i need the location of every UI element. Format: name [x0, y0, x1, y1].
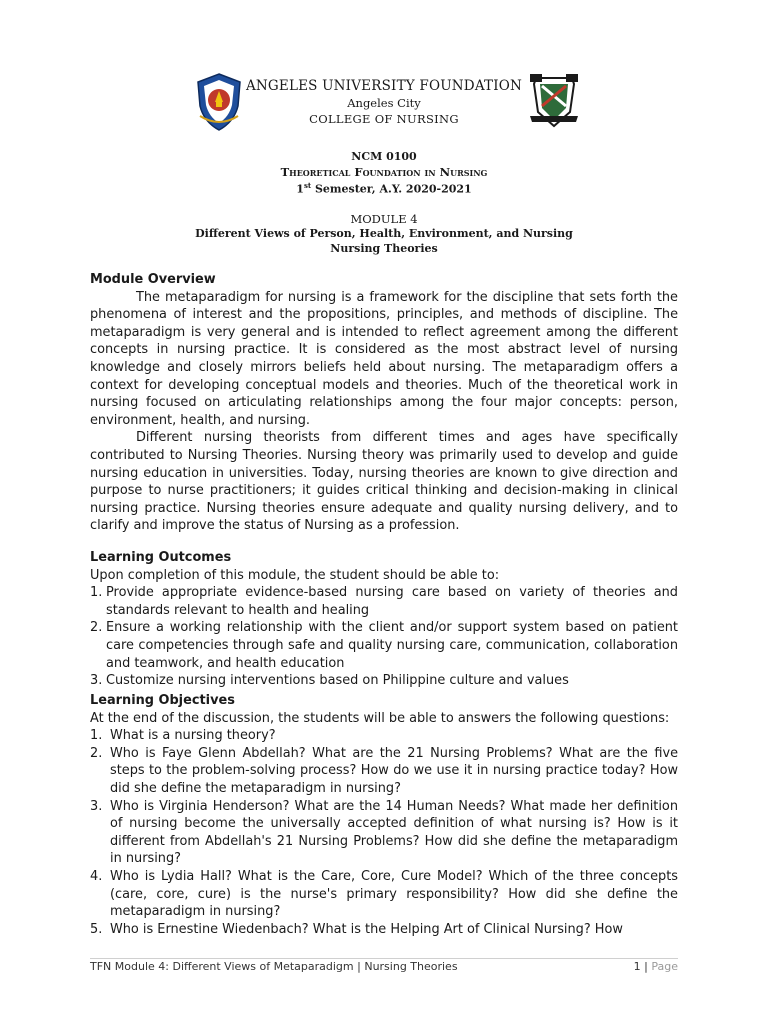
overview-paragraph-2: Different nursing theorists from different times and ages have specifically contributed to Nursing Theories. Nursing theory was primarily used to develop and guide nursing education in universities. Today, nursing theories are known to give direction and purpose to nurse practitioners; it guides critical thinking and decision-making in clinical nursing practice. Nursing theories ensure adequate and quality nursing delivery, and to clarify and improve the status of Nursing as a profession.	[90, 430, 678, 534]
list-item	[90, 798, 678, 868]
course-title: Theoretical Foundation in Nursing	[280, 165, 488, 179]
list-item	[90, 745, 678, 798]
list-number: 3.	[90, 798, 103, 814]
university-city: Angeles City	[347, 96, 421, 110]
list-text: Who is Lydia Hall? What is the Care, Core, Cure Model? Which of the three concepts (care, core, cure) is the nurse's primary responsibility? How did she define the metaparadigm in nursing?	[110, 868, 678, 920]
objectives-list	[90, 727, 678, 938]
outcomes-intro: Upon completion of this module, the student should be able to:	[90, 567, 500, 583]
section-heading-objectives: Learning Objectives	[90, 693, 235, 708]
list-number: 2.	[90, 620, 103, 636]
list-number: 2.	[90, 745, 103, 761]
semester-suffix: st	[303, 181, 312, 190]
list-text: Provide appropriate evidence-based nursing care based on variety of theories and standards relevant to health and healing	[106, 585, 678, 618]
list-item	[90, 619, 678, 672]
list-text: Who is Ernestine Wiedenbach? What is the Helping Art of Clinical Nursing? How	[110, 921, 623, 937]
university-name: ANGELES UNIVERSITY FOUNDATION	[245, 78, 523, 94]
page-separator: |	[640, 960, 652, 973]
page-label: Page	[651, 960, 678, 973]
outcomes-list	[90, 584, 678, 690]
list-text: What is a nursing theory?	[110, 728, 276, 744]
semester-text: Semester, A.Y. 2020-2021	[311, 182, 472, 196]
list-number: 4.	[90, 868, 103, 884]
list-item	[90, 868, 678, 921]
learning-objectives-section	[90, 692, 678, 938]
semester	[0, 181, 768, 196]
list-number: 1.	[90, 728, 103, 744]
list-item	[90, 672, 678, 690]
list-number: 3.	[90, 673, 103, 689]
module-title: Different Views of Person, Health, Environment, and Nursing	[195, 227, 573, 240]
section-heading-outcomes: Learning Outcomes	[90, 550, 232, 565]
module-number: MODULE 4	[350, 212, 418, 226]
course-code: NCM 0100	[351, 150, 417, 163]
list-text: Customize nursing interventions based on Philippine culture and values	[106, 673, 569, 689]
list-number: 5.	[90, 921, 103, 937]
list-text: Who is Faye Glenn Abdellah? What are the 21 Nursing Problems? What are the five steps to the problem-solving process? How do we use it in nursing practice today? How did she define the metaparadigm in nursing?	[110, 745, 678, 796]
list-item	[90, 921, 678, 939]
page-footer	[90, 958, 678, 973]
learning-outcomes-section	[90, 549, 678, 690]
module-overview-section	[90, 271, 678, 535]
footer-title: TFN Module 4: Different Views of Metaparadigm | Nursing Theories	[90, 960, 458, 973]
semester-number: 1	[296, 182, 304, 196]
list-text: Ensure a working relationship with the client and/or support system based on patient care competencies through safe and quality nursing care, communication, collaboration and teamwork, and health education	[106, 620, 678, 671]
list-item	[90, 727, 678, 745]
page-number-value: 1	[633, 960, 641, 973]
section-heading-overview: Module Overview	[90, 272, 216, 287]
page-number	[634, 960, 678, 973]
college-name: COLLEGE OF NURSING	[309, 112, 459, 126]
list-text: Who is Virginia Henderson? What are the 14 Human Needs? What made her definition of nursing become the universally accepted definition of what nursing is? How is it different from Abdellah's 21 Nursing Problems? How did she define the metaparadigm in nursing?	[110, 798, 678, 867]
overview-paragraph-1: The metaparadigm for nursing is a framework for the discipline that sets forth the phenomena of interest and the propositions, principles, and methods of discipline. The metaparadigm is very general and is intended to reflect agreement among the different concepts in nursing practice. It is considered as the most abstract level of nursing knowledge and closely mirrors beliefs held about nursing. The metaparadigm offers a context for developing conceptual models and theories. Much of the theoretical work in nursing focused on articulating relationships among the four major concepts: person, environment, health, and nursing.	[90, 289, 678, 428]
module-subtitle: Nursing Theories	[330, 242, 438, 255]
list-number: 1.	[90, 585, 103, 601]
objectives-intro: At the end of the discussion, the students will be able to answers the following questions:	[90, 710, 670, 726]
list-item	[90, 584, 678, 619]
